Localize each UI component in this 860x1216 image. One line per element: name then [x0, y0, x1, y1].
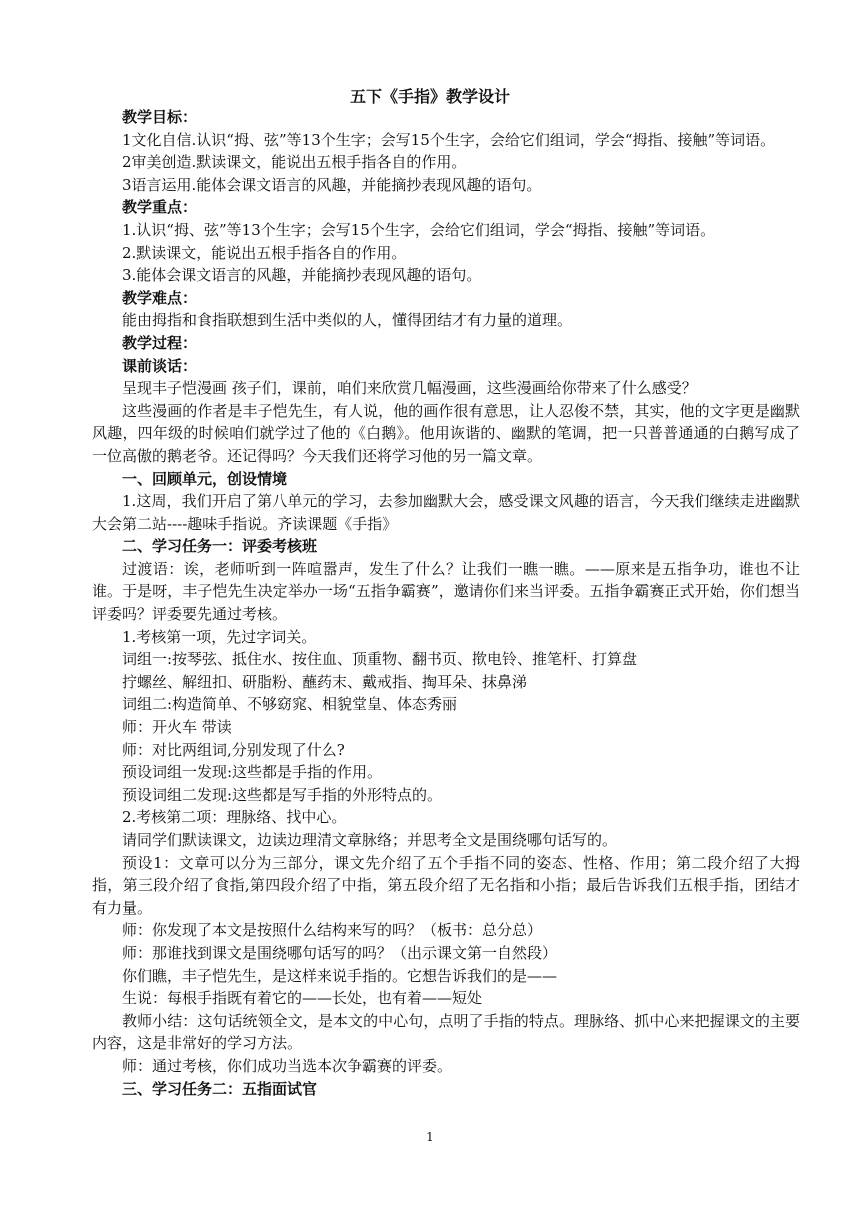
- paragraph: 1.考核第一项，先过字词关。: [122, 627, 317, 646]
- paragraph: 2.考核第二项：理脉络、找中心。: [122, 808, 347, 827]
- paragraph: 1.这周，我们开启了第八单元的学习，去参加幽默大会，感受课文风趣的语言，今天我们继续走进幽默大会第二站----趣味手指说。齐读课题《手指》: [92, 492, 800, 533]
- paragraph: 过渡语：诶，老师听到一阵喧嚣声，发生了什么？让我们一瞧一瞧。——原来是五指争功，谁也不让谁。于是呀，丰子恺先生决定举办一场“五指争霸赛”，邀请你们来当评委。五指争霸赛正式开始，你们想当评委吗？评委要先通过考核。: [92, 559, 800, 624]
- paragraph: 教师小结：这句话统领全文，是本文的中心句，点明了手指的特点。理脉络、抓中心来把握课文的主要内容，这是非常好的学习方法。: [92, 1011, 800, 1053]
- paragraph: 预设词组二发现:这些都是写手指的外形特点的。: [122, 785, 443, 804]
- section-heading: 课前谈话：: [122, 356, 198, 375]
- paragraph: 师：那谁找到课文是围绕哪句话写的吗？（出示课文第一自然段）: [122, 943, 558, 962]
- document-body: [92, 106, 800, 1100]
- section-heading: 一、回顾单元，创设情境: [122, 469, 288, 488]
- document-title: 五下《手指》教学设计: [349, 87, 510, 106]
- paragraph: 2.默读课文，能说出五根手指各自的作用。: [122, 243, 407, 262]
- section-heading: 三、学习任务二：五指面试官: [122, 1079, 318, 1098]
- paragraph: 3语言运用.能体会课文语言的风趣，并能摘抄表现风趣的语句。: [122, 175, 542, 194]
- paragraph: 呈现丰子恺漫画 孩子们，课前，咱们来欣赏几幅漫画，这些漫画给你带来了什么感受？: [122, 379, 697, 398]
- paragraph: 师：开火车 带读: [122, 718, 232, 737]
- paragraph: 词组二:构造简单、不够窈窕、相貌堂皇、体态秀丽: [122, 695, 458, 714]
- section-heading: 教学目标：: [122, 108, 198, 126]
- section-heading: 教学重点：: [122, 198, 198, 217]
- paragraph: 3.能体会课文语言的风趣，并能摘抄表现风趣的语句。: [122, 266, 482, 285]
- paragraph: 预设1：文章可以分为三部分，课文先介绍了五个手指不同的姿态、性格、作用；第二段介绍了大拇指，第三段介绍了食指,第四段介绍了中指，第五段介绍了无名指和小指；最后告诉我们五根手指，团结才有力量。: [92, 853, 800, 917]
- paragraph: 预设词组一发现:这些都是手指的作用。: [122, 763, 383, 782]
- page-number: 1: [426, 1130, 434, 1144]
- paragraph: 生说：每根手指既有着它的——长处，也有着——短处: [122, 989, 483, 1008]
- section-heading: 教学难点：: [122, 288, 198, 307]
- paragraph: 请同学们默读课文，边读边理清文章脉络；并思考全文是围绕哪句话写的。: [122, 831, 618, 849]
- paragraph: 词组一:按琴弦、抵住水、按住血、顶重物、翻书页、揿电铃、推笔杆、打算盘: [122, 650, 638, 669]
- paragraph: 你们瞧，丰子恺先生，是这样来说手指的。它想告诉我们的是——: [122, 966, 558, 985]
- paragraph: 这些漫画的作者是丰子恺先生，有人说，他的画作很有意思，让人忍俊不禁，其实，他的文字更是幽默风趣，四年级的时候咱们就学过了他的《白鹅》。他用诙谐的、幽默的笔调，把一只普普通通的白鹅写成了一位高傲的鹅老爷。还记得吗？今天我们还将学习他的另一篇文章。: [92, 401, 800, 465]
- section-heading: 二、学习任务一：评委考核班: [122, 537, 318, 556]
- paragraph: 2审美创造.默读课文，能说出五根手指各自的作用。: [122, 153, 467, 172]
- paragraph: 拧螺丝、解纽扣、研脂粉、蘸药末、戴戒指、掏耳朵、抹鼻涕: [122, 672, 528, 691]
- paragraph: 1.认识“拇、弦”等13个生字；会写15个生字，会给它们组词，学会“拇指、接触”等词语。: [122, 220, 716, 239]
- paragraph: 1文化自信.认识“拇、弦”等13个生字；会写15个生字，会给它们组词，学会“拇指、接触”等词语。: [122, 130, 776, 149]
- section-heading: 教学过程：: [122, 333, 198, 352]
- paragraph: 师：你发现了本文是按照什么结构来写的吗？（板书：总分总）: [122, 921, 543, 940]
- paragraph: 师：通过考核，你们成功当选本次争霸赛的评委。: [122, 1056, 453, 1075]
- paragraph: 师：对比两组词,分别发现了什么?: [122, 740, 345, 759]
- paragraph: 能由拇指和食指联想到生活中类似的人，懂得团结才有力量的道理。: [122, 311, 573, 330]
